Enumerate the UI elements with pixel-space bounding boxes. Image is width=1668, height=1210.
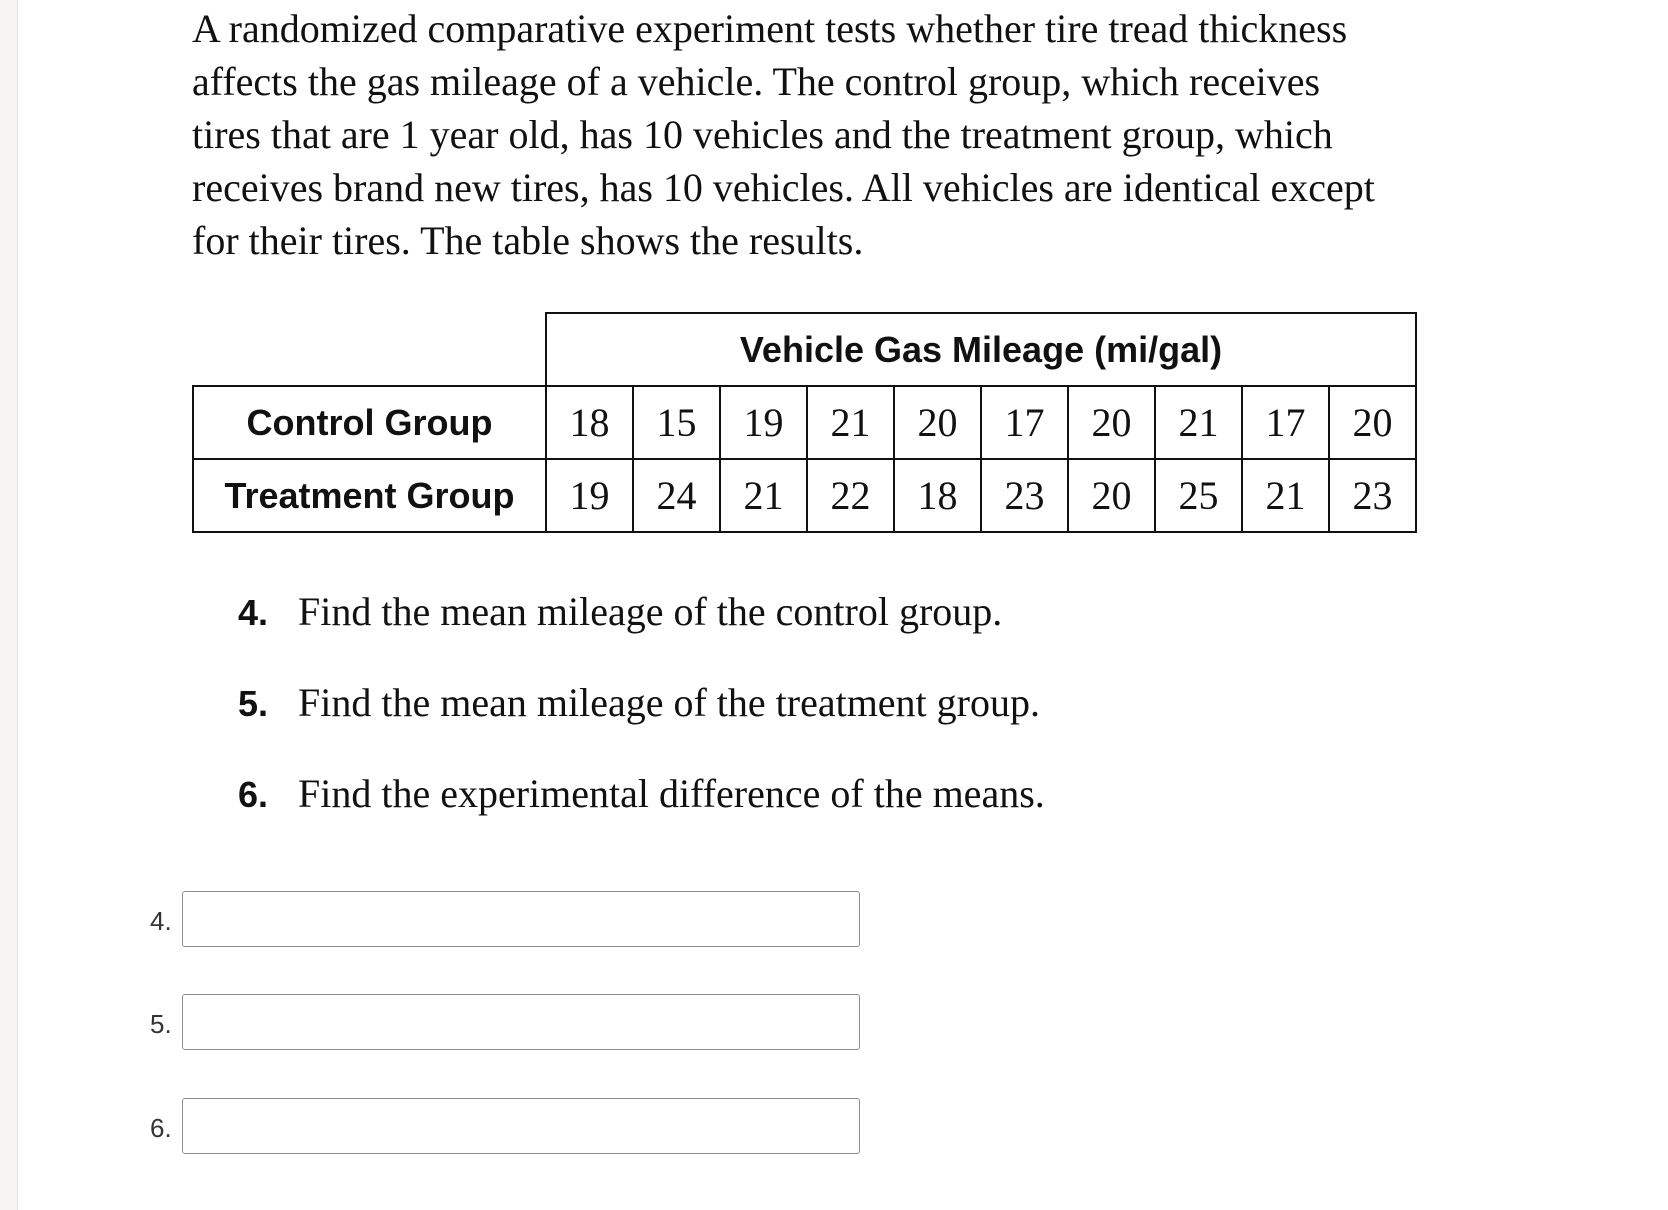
answer-input-6[interactable] — [182, 1098, 860, 1154]
question-6 — [238, 764, 1045, 824]
table-cell: 17 — [1242, 386, 1329, 459]
row-label-control: Control Group — [193, 386, 546, 459]
question-4 — [238, 582, 1002, 642]
question-number: 4. — [238, 592, 269, 633]
problem-intro: A randomized comparative experiment tests whether tire tread thickness affects the gas mileage of a vehicle. The control group, which receives tires that are 1 year old, has 10 vehicles and the treatment group, which receives brand new tires, has 10 vehicles. All vehicles are identical except for their tires. The table shows the results. — [192, 6, 1375, 263]
table-cell: 20 — [1068, 459, 1155, 532]
answer-label-6: 6. — [150, 1113, 172, 1143]
answer-input-5[interactable] — [182, 994, 860, 1050]
table-cell: 21 — [1155, 386, 1242, 459]
left-margin-strip — [0, 0, 18, 1210]
question-text: Find the mean mileage of the treatment group. — [298, 680, 1040, 725]
table-cell: 25 — [1155, 459, 1242, 532]
table-cell: 24 — [633, 459, 720, 532]
table-cell: 21 — [807, 386, 894, 459]
question-number: 5. — [238, 683, 269, 724]
table-title: Vehicle Gas Mileage (mi/gal) — [546, 313, 1416, 386]
table-cell: 21 — [720, 459, 807, 532]
answer-label-4: 4. — [150, 906, 172, 936]
row-label-treatment: Treatment Group — [193, 459, 546, 532]
question-text: Find the experimental difference of the means. — [298, 771, 1045, 816]
table-cell: 23 — [1329, 459, 1416, 532]
table-cell: 22 — [807, 459, 894, 532]
question-5 — [238, 673, 1040, 733]
table-row-control — [193, 386, 1416, 459]
table-cell: 21 — [1242, 459, 1329, 532]
table-cell: 20 — [894, 386, 981, 459]
answer-label-5: 5. — [150, 1009, 172, 1039]
table-row-treatment — [193, 459, 1416, 532]
table-cell: 20 — [1068, 386, 1155, 459]
table-cell: 15 — [633, 386, 720, 459]
question-number: 6. — [238, 774, 269, 815]
answer-input-4[interactable] — [182, 891, 860, 947]
table-corner-cell — [193, 313, 546, 386]
mileage-table — [192, 312, 1417, 533]
table-cell: 18 — [546, 386, 633, 459]
table-cell: 17 — [981, 386, 1068, 459]
question-text: Find the mean mileage of the control group. — [298, 589, 1003, 634]
table-header-row — [193, 313, 1416, 386]
table-cell: 19 — [720, 386, 807, 459]
table-cell: 19 — [546, 459, 633, 532]
table-cell: 20 — [1329, 386, 1416, 459]
table-cell: 18 — [894, 459, 981, 532]
table-cell: 23 — [981, 459, 1068, 532]
